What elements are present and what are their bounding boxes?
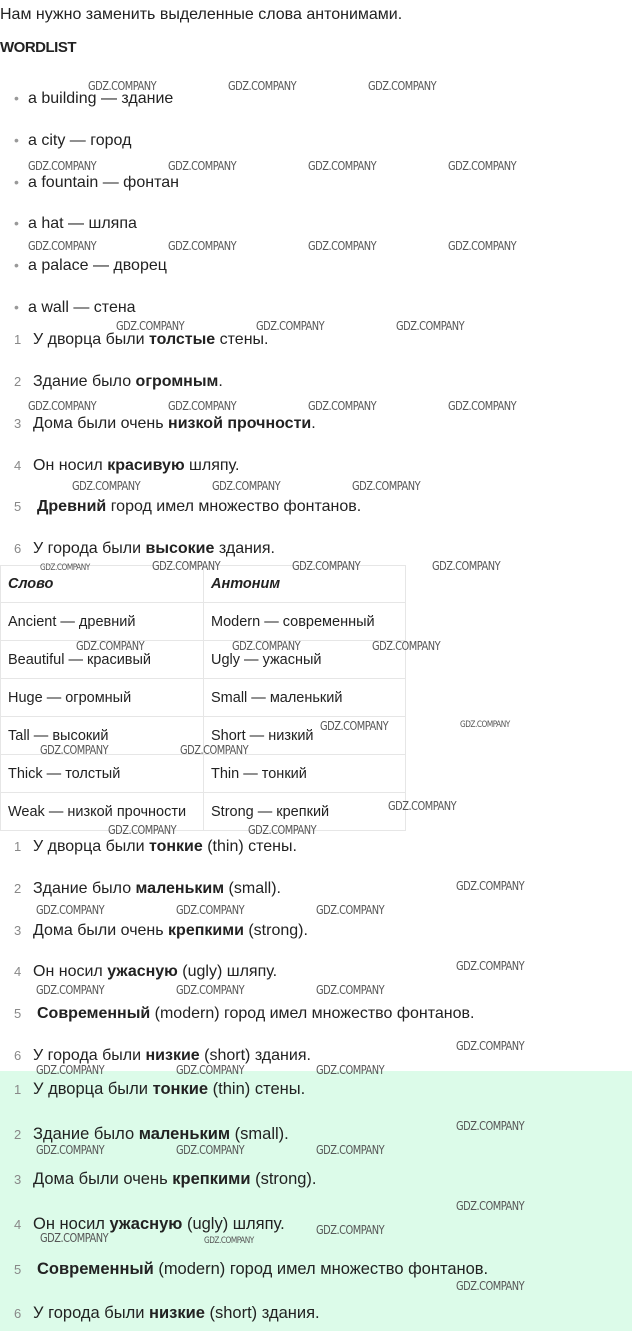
- answer-item: 6 У города были низкие (short) здания.: [14, 1047, 311, 1064]
- highlight-answer-item: 2 Здание было маленьким (small).: [14, 1125, 289, 1143]
- bullet-icon: •: [14, 90, 19, 106]
- answer-item: 4 Он носил ужасную (ugly) шляпу.: [14, 963, 278, 980]
- highlight-answer-item: 6 У города были низкие (short) здания.: [14, 1304, 320, 1322]
- watermark: GDZ.COMPANY: [456, 1119, 525, 1133]
- watermark: GDZ.COMPANY: [368, 79, 437, 93]
- bullet-icon: •: [14, 257, 19, 273]
- wordlist-item: • a wall — стена: [14, 299, 136, 316]
- watermark: GDZ.COMPANY: [316, 903, 385, 917]
- watermark: GDZ.COMPANY: [212, 479, 281, 493]
- watermark: GDZ.COMPANY: [168, 239, 237, 253]
- watermark: GDZ.COMPANY: [456, 959, 525, 973]
- answer-item: 3 Дома были очень крепкими (strong).: [14, 922, 308, 939]
- watermark: GDZ.COMPANY: [448, 239, 517, 253]
- sentence-item: 4 Он носил красивую шляпу.: [14, 457, 240, 474]
- watermark: GDZ.COMPANY: [88, 79, 157, 93]
- sentence-item: 3 Дома были очень низкой прочности.: [14, 415, 316, 432]
- watermark: GDZ.COMPANY: [40, 563, 90, 573]
- watermark: GDZ.COMPANY: [36, 1143, 105, 1157]
- watermark: GDZ.COMPANY: [316, 1223, 385, 1237]
- intro-text: Нам нужно заменить выделенные слова антонимами.: [0, 6, 403, 23]
- watermark: GDZ.COMPANY: [448, 399, 517, 413]
- highlight-answer-item: 3 Дома были очень крепкими (strong).: [14, 1170, 317, 1188]
- watermark: GDZ.COMPANY: [456, 1279, 525, 1293]
- watermark: GDZ.COMPANY: [28, 399, 97, 413]
- watermark: GDZ.COMPANY: [448, 159, 517, 173]
- watermark: GDZ.COMPANY: [308, 159, 377, 173]
- watermark: GDZ.COMPANY: [352, 479, 421, 493]
- watermark: GDZ.COMPANY: [180, 743, 249, 757]
- watermark: GDZ.COMPANY: [176, 1143, 245, 1157]
- watermark: GDZ.COMPANY: [36, 1063, 105, 1077]
- watermark: GDZ.COMPANY: [28, 159, 97, 173]
- watermark: GDZ.COMPANY: [456, 1199, 525, 1213]
- wordlist-item: • a city — город: [14, 132, 132, 149]
- sentence-item: 5 Древний город имел множество фонтанов.: [14, 498, 362, 515]
- watermark: GDZ.COMPANY: [308, 399, 377, 413]
- watermark: GDZ.COMPANY: [372, 639, 441, 653]
- bullet-icon: •: [14, 132, 19, 148]
- answer-item: 2 Здание было маленьким (small).: [14, 880, 281, 897]
- watermark: GDZ.COMPANY: [176, 983, 245, 997]
- table-row: Thick — толстый Thin — тонкий: [1, 755, 406, 793]
- watermark: GDZ.COMPANY: [316, 1143, 385, 1157]
- bullet-icon: •: [14, 299, 19, 315]
- watermark: GDZ.COMPANY: [232, 639, 301, 653]
- table-row: Ancient — древний Modern — современный: [1, 603, 406, 641]
- highlight-answer-item: 4 Он носил ужасную (ugly) шляпу.: [14, 1215, 285, 1233]
- watermark: GDZ.COMPANY: [388, 799, 457, 813]
- watermark: GDZ.COMPANY: [168, 159, 237, 173]
- bullet-icon: •: [14, 215, 19, 231]
- table-row: Huge — огромный Small — маленький: [1, 679, 406, 717]
- wordlist-item: • a fountain — фонтан: [14, 174, 179, 191]
- wordlist-item: • a hat — шляпа: [14, 215, 137, 232]
- watermark: GDZ.COMPANY: [292, 559, 361, 573]
- wordlist-item: • a building — здание: [14, 90, 174, 107]
- watermark: GDZ.COMPANY: [316, 1063, 385, 1077]
- highlight-answer-item: 1 У дворца были тонкие (thin) стены.: [14, 1080, 306, 1098]
- sentence-item: 2 Здание было огромным.: [14, 373, 223, 390]
- watermark: GDZ.COMPANY: [320, 719, 389, 733]
- sentence-item: 1 У дворца были толстые стены.: [14, 331, 269, 348]
- table-row: Tall — высокий Short — низкий: [1, 717, 406, 755]
- watermark: GDZ.COMPANY: [396, 319, 465, 333]
- table-header: Слово: [1, 566, 204, 603]
- watermark: GDZ.COMPANY: [36, 983, 105, 997]
- table-row: Beautiful — красивый Ugly — ужасный: [1, 641, 406, 679]
- antonym-table: [0, 565, 406, 831]
- watermark: GDZ.COMPANY: [72, 479, 141, 493]
- watermark: GDZ.COMPANY: [176, 1063, 245, 1077]
- wordlist-item: • a palace — дворец: [14, 257, 167, 274]
- wordlist-heading: WORDLIST: [0, 39, 76, 56]
- watermark: GDZ.COMPANY: [204, 1236, 254, 1246]
- watermark: GDZ.COMPANY: [456, 879, 525, 893]
- watermark: GDZ.COMPANY: [248, 823, 317, 837]
- watermark: GDZ.COMPANY: [168, 399, 237, 413]
- table-row: Weak — низкой прочности Strong — крепкий: [1, 793, 406, 831]
- watermark: GDZ.COMPANY: [28, 239, 97, 253]
- answer-item: 5 Современный (modern) город имел множество фонтанов.: [14, 1005, 475, 1022]
- watermark: GDZ.COMPANY: [256, 319, 325, 333]
- watermark: GDZ.COMPANY: [40, 1231, 109, 1245]
- watermark: GDZ.COMPANY: [316, 983, 385, 997]
- watermark: GDZ.COMPANY: [36, 903, 105, 917]
- answer-highlight-block: [0, 1071, 632, 1331]
- watermark: GDZ.COMPANY: [456, 1039, 525, 1053]
- watermark: GDZ.COMPANY: [152, 559, 221, 573]
- watermark: GDZ.COMPANY: [108, 823, 177, 837]
- watermark: GDZ.COMPANY: [176, 903, 245, 917]
- watermark: GDZ.COMPANY: [40, 743, 109, 757]
- watermark: GDZ.COMPANY: [432, 559, 501, 573]
- answer-item: 1 У дворца были тонкие (thin) стены.: [14, 838, 297, 855]
- sentence-item: 6 У города были высокие здания.: [14, 540, 275, 557]
- watermark: GDZ.COMPANY: [228, 79, 297, 93]
- watermark: GDZ.COMPANY: [116, 319, 185, 333]
- highlight-answer-item: 5 Современный (modern) город имел множество фонтанов.: [14, 1260, 489, 1278]
- table-header: Антоним: [204, 566, 406, 603]
- watermark: GDZ.COMPANY: [76, 639, 145, 653]
- bullet-icon: •: [14, 174, 19, 190]
- watermark: GDZ.COMPANY: [460, 720, 510, 730]
- watermark: GDZ.COMPANY: [308, 239, 377, 253]
